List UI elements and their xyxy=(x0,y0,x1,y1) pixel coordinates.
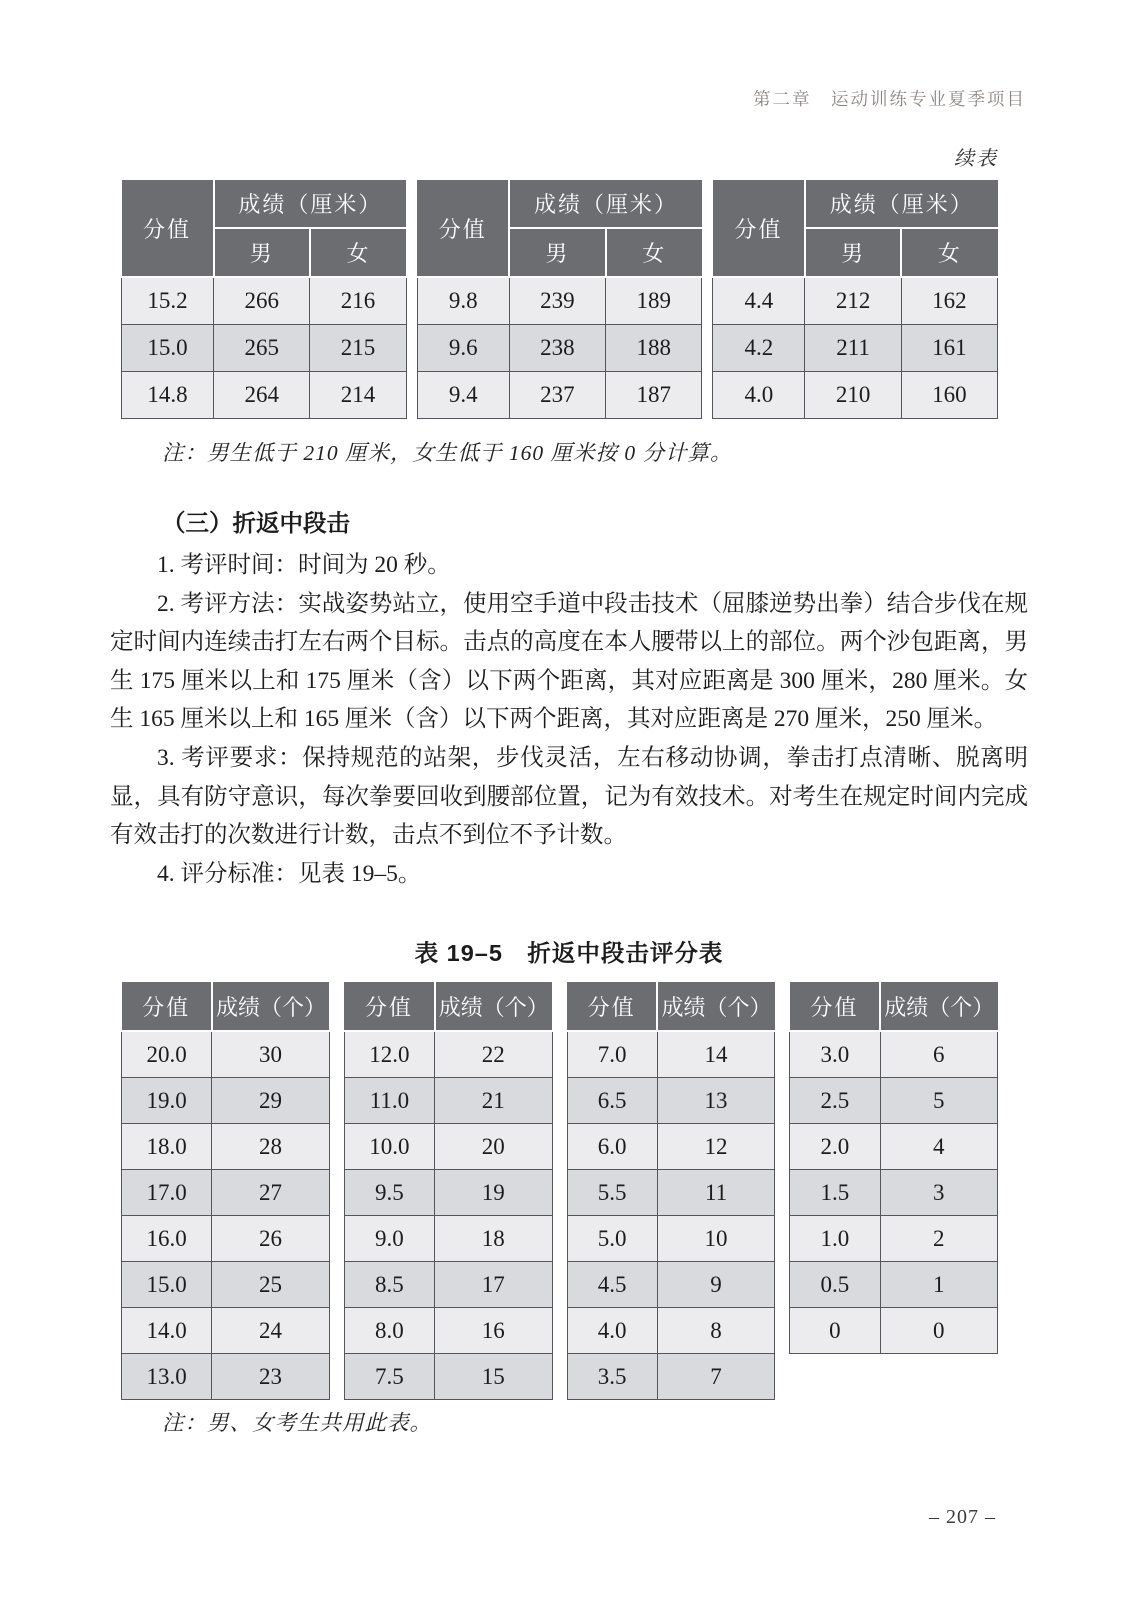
table-cell: 9.4 xyxy=(417,372,509,419)
column-header-score: 分值 xyxy=(417,180,509,277)
table-row xyxy=(122,277,407,325)
table-row xyxy=(122,1308,330,1354)
table-cell: 211 xyxy=(805,325,901,372)
table-row xyxy=(122,1262,330,1308)
column-header-result-count: 成绩（个） xyxy=(880,982,997,1031)
table-cell: 15 xyxy=(435,1354,552,1400)
table-cell: 15.0 xyxy=(122,325,214,372)
long-jump-score-table xyxy=(121,180,998,419)
table-cell: 13 xyxy=(657,1078,774,1124)
column-header-score: 分值 xyxy=(790,982,880,1031)
table-row xyxy=(122,1078,330,1124)
table-cell: 2 xyxy=(880,1216,997,1262)
table-cell: 4.2 xyxy=(713,325,805,372)
table-row xyxy=(567,1124,775,1170)
continued-table-label: 续表 xyxy=(954,148,998,170)
table-row xyxy=(344,1031,552,1078)
body-paragraph: 3. 考评要求：保持规范的站架，步伐灵活，左右移动协调，拳击打点清晰、脱离明显，具有防守意识，每次拳要回收到腰部位置，记为有效技术。对考生在规定时间内完成有效击打的次数进行计数，击点不到位不予计数。 xyxy=(110,744,1028,849)
table-cell: 7.0 xyxy=(567,1031,657,1078)
table-cell: 1.0 xyxy=(790,1216,880,1262)
column-header-result-count: 成绩（个） xyxy=(212,982,329,1031)
table-cell: 28 xyxy=(212,1124,329,1170)
table-cell: 26 xyxy=(212,1216,329,1262)
table-cell: 11 xyxy=(657,1170,774,1216)
table1-group-table xyxy=(417,180,703,419)
column-header-score: 分值 xyxy=(567,982,657,1031)
table-cell: 5 xyxy=(880,1078,997,1124)
column-header-score: 分值 xyxy=(122,180,214,277)
table-row xyxy=(790,1078,998,1124)
table-cell: 18 xyxy=(435,1216,552,1262)
table-row xyxy=(567,1031,775,1078)
table-cell: 0 xyxy=(790,1308,880,1354)
body-paragraph: 4. 评分标准：见表 19–5。 xyxy=(157,860,422,887)
table-cell: 189 xyxy=(606,277,702,325)
table-cell: 1 xyxy=(880,1262,997,1308)
table-cell: 0 xyxy=(880,1308,997,1354)
running-header: 第二章 运动训练专业夏季项目 xyxy=(753,89,1026,109)
table-cell: 216 xyxy=(310,277,406,325)
table-row xyxy=(790,1308,998,1354)
table-cell: 9 xyxy=(657,1262,774,1308)
table-row xyxy=(790,1124,998,1170)
table2-group xyxy=(789,982,998,1354)
table-row xyxy=(122,325,407,372)
column-header-male: 男 xyxy=(805,228,901,277)
table-cell: 187 xyxy=(606,372,702,419)
table-cell: 14 xyxy=(657,1031,774,1078)
table-row xyxy=(344,1308,552,1354)
table1-group xyxy=(417,180,703,419)
column-header-result-cm: 成绩（厘米） xyxy=(805,180,998,228)
table-row xyxy=(567,1308,775,1354)
table-row xyxy=(122,1124,330,1170)
table-cell: 27 xyxy=(212,1170,329,1216)
shuttle-strike-score-table xyxy=(121,982,998,1400)
table-row xyxy=(713,325,998,372)
table-cell: 16 xyxy=(435,1308,552,1354)
table-cell: 3.5 xyxy=(567,1354,657,1400)
table-cell: 22 xyxy=(435,1031,552,1078)
table-cell: 17 xyxy=(435,1262,552,1308)
table-cell: 215 xyxy=(310,325,406,372)
column-header-result-count: 成绩（个） xyxy=(657,982,774,1031)
table-cell: 6.0 xyxy=(567,1124,657,1170)
table-cell: 4.5 xyxy=(567,1262,657,1308)
table-cell: 160 xyxy=(901,372,997,419)
column-header-male: 男 xyxy=(214,228,310,277)
column-header-score: 分值 xyxy=(344,982,434,1031)
table-row xyxy=(344,1354,552,1400)
column-header-score: 分值 xyxy=(713,180,805,277)
table-cell: 14.0 xyxy=(122,1308,212,1354)
table-cell: 19 xyxy=(435,1170,552,1216)
table2-group xyxy=(344,982,553,1400)
table-cell: 3 xyxy=(880,1170,997,1216)
table-cell: 6.5 xyxy=(567,1078,657,1124)
table-cell: 20 xyxy=(435,1124,552,1170)
table-cell: 21 xyxy=(435,1078,552,1124)
column-header-score: 分值 xyxy=(122,982,212,1031)
table-cell: 18.0 xyxy=(122,1124,212,1170)
table-cell: 5.0 xyxy=(567,1216,657,1262)
table-row xyxy=(790,1216,998,1262)
table2-group-table xyxy=(789,982,998,1354)
table-row xyxy=(344,1170,552,1216)
table-cell: 10.0 xyxy=(344,1124,434,1170)
table-cell: 239 xyxy=(509,277,605,325)
table-cell: 9.8 xyxy=(417,277,509,325)
table-cell: 4.0 xyxy=(713,372,805,419)
table-cell: 6 xyxy=(880,1031,997,1078)
table-cell: 161 xyxy=(901,325,997,372)
section-paragraphs xyxy=(110,546,1028,893)
table-cell: 10 xyxy=(657,1216,774,1262)
table-cell: 3.0 xyxy=(790,1031,880,1078)
table-cell: 8 xyxy=(657,1308,774,1354)
table-cell: 0.5 xyxy=(790,1262,880,1308)
table-row xyxy=(713,372,998,419)
table-cell: 19.0 xyxy=(122,1078,212,1124)
table-row xyxy=(122,1170,330,1216)
table-cell: 16.0 xyxy=(122,1216,212,1262)
column-header-female: 女 xyxy=(606,228,702,277)
table-cell: 265 xyxy=(214,325,310,372)
column-header-result-cm: 成绩（厘米） xyxy=(509,180,702,228)
table-cell: 15.0 xyxy=(122,1262,212,1308)
table-cell: 17.0 xyxy=(122,1170,212,1216)
table1-group xyxy=(121,180,407,419)
table-row xyxy=(790,1170,998,1216)
table-cell: 7.5 xyxy=(344,1354,434,1400)
table-cell: 2.5 xyxy=(790,1078,880,1124)
table2-group xyxy=(121,982,330,1400)
table-cell: 13.0 xyxy=(122,1354,212,1400)
table-row xyxy=(567,1262,775,1308)
table-cell: 4.0 xyxy=(567,1308,657,1354)
table-row xyxy=(567,1354,775,1400)
table-cell: 9.0 xyxy=(344,1216,434,1262)
table-cell: 23 xyxy=(212,1354,329,1400)
table-cell: 24 xyxy=(212,1308,329,1354)
table-row xyxy=(790,1031,998,1078)
table2-group-table xyxy=(567,982,776,1400)
table-row xyxy=(713,277,998,325)
table-cell: 212 xyxy=(805,277,901,325)
table-row xyxy=(122,1216,330,1262)
table2-note: 注：男、女考生共用此表。 xyxy=(162,1411,433,1435)
column-header-female: 女 xyxy=(901,228,997,277)
column-header-female: 女 xyxy=(310,228,406,277)
table-cell: 4 xyxy=(880,1124,997,1170)
section-heading: （三）折返中段击 xyxy=(162,510,350,536)
column-header-male: 男 xyxy=(509,228,605,277)
table-row xyxy=(417,277,702,325)
table-cell: 14.8 xyxy=(122,372,214,419)
body-paragraph: 2. 考评方法：实战姿势站立，使用空手道中段击技术（屈膝逆势出拳）结合步伐在规定时间内连续击打左右两个目标。击点的高度在本人腰带以上的部位。两个沙包距离，男生 175 厘米以上和 175 厘米（含）以下两个距离，其对应距离是 300 厘米，280 厘米。女生 165 厘米以上和 165 厘米（含）以下两个距离，其对应距离是 270 厘米，250 厘米。 xyxy=(110,590,1028,733)
table2-group xyxy=(567,982,776,1400)
table-cell: 8.5 xyxy=(344,1262,434,1308)
table1-note: 注：男生低于 210 厘米，女生低于 160 厘米按 0 分计算。 xyxy=(162,441,733,465)
table-row xyxy=(790,1262,998,1308)
table-row xyxy=(567,1216,775,1262)
table-cell: 266 xyxy=(214,277,310,325)
table1-group xyxy=(712,180,998,419)
table2-title: 表 19–5 折返中段击评分表 xyxy=(414,940,724,966)
column-header-result-count: 成绩（个） xyxy=(435,982,552,1031)
table1-group-table xyxy=(712,180,998,419)
table-cell: 8.0 xyxy=(344,1308,434,1354)
column-header-result-cm: 成绩（厘米） xyxy=(214,180,407,228)
table1-group-table xyxy=(121,180,407,419)
table-cell: 20.0 xyxy=(122,1031,212,1078)
table-row xyxy=(122,1031,330,1078)
table-cell: 7 xyxy=(657,1354,774,1400)
table-row xyxy=(122,372,407,419)
table-cell: 25 xyxy=(212,1262,329,1308)
table-row xyxy=(344,1124,552,1170)
table-cell: 15.2 xyxy=(122,277,214,325)
table-cell: 29 xyxy=(212,1078,329,1124)
table-cell: 12.0 xyxy=(344,1031,434,1078)
body-paragraph: 1. 考评时间：时间为 20 秒。 xyxy=(157,552,451,578)
table-cell: 30 xyxy=(212,1031,329,1078)
table-cell: 9.6 xyxy=(417,325,509,372)
table-cell: 188 xyxy=(606,325,702,372)
table-row xyxy=(344,1262,552,1308)
table-row xyxy=(344,1216,552,1262)
table-cell: 237 xyxy=(509,372,605,419)
table-cell: 9.5 xyxy=(344,1170,434,1216)
table-cell: 162 xyxy=(901,277,997,325)
table-cell: 2.0 xyxy=(790,1124,880,1170)
table-cell: 5.5 xyxy=(567,1170,657,1216)
table-cell: 11.0 xyxy=(344,1078,434,1124)
table2-group-table xyxy=(121,982,330,1400)
table-row xyxy=(122,1354,330,1400)
table-cell: 214 xyxy=(310,372,406,419)
table-row xyxy=(417,325,702,372)
table-cell: 210 xyxy=(805,372,901,419)
table-cell: 12 xyxy=(657,1124,774,1170)
page-number: – 207 – xyxy=(929,1506,996,1528)
table-cell: 238 xyxy=(509,325,605,372)
table-cell: 1.5 xyxy=(790,1170,880,1216)
table-row xyxy=(567,1078,775,1124)
table-cell: 264 xyxy=(214,372,310,419)
table-row xyxy=(417,372,702,419)
table-row xyxy=(344,1078,552,1124)
table-cell: 4.4 xyxy=(713,277,805,325)
table2-group-table xyxy=(344,982,553,1400)
table-row xyxy=(567,1170,775,1216)
